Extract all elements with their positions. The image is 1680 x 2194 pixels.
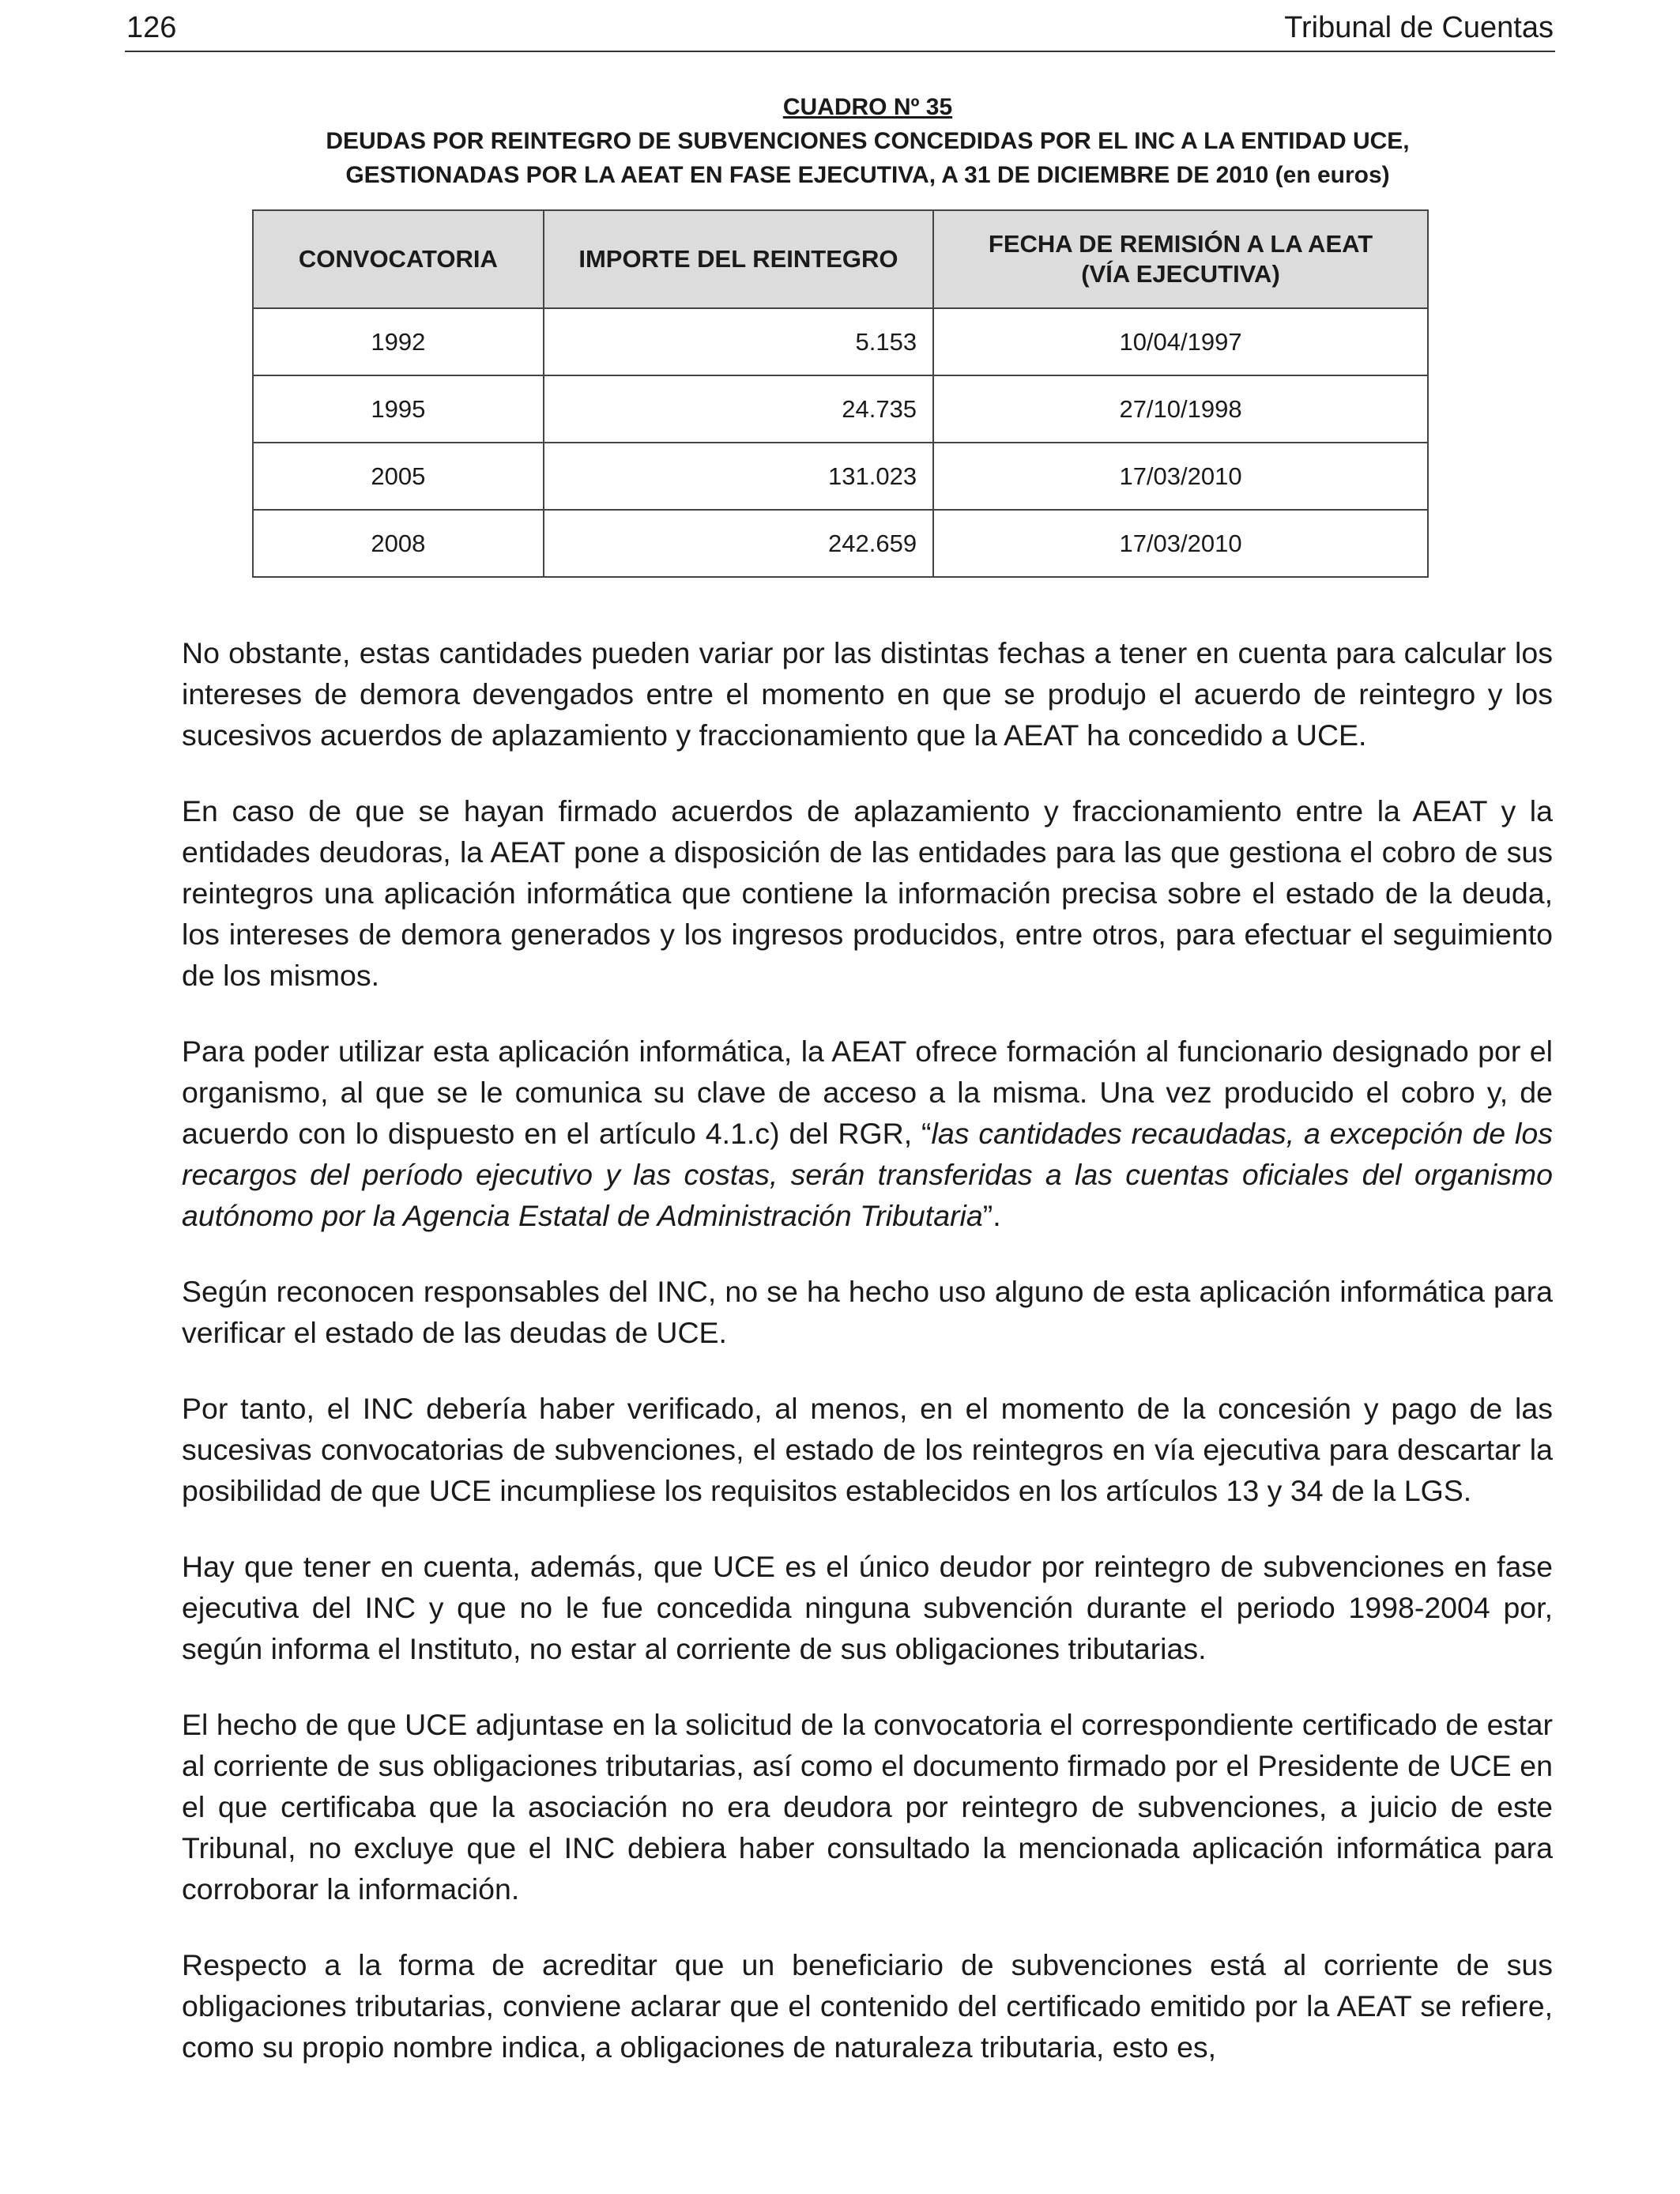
cell-convocatoria: 2008 bbox=[253, 510, 544, 577]
cell-importe: 131.023 bbox=[544, 443, 933, 510]
cell-fecha: 17/03/2010 bbox=[933, 510, 1428, 577]
cell-importe: 5.153 bbox=[544, 308, 933, 375]
table-row bbox=[253, 308, 1428, 375]
table-caption-line-1: DEUDAS POR REINTEGRO DE SUBVENCIONES CONCEDIDAS POR EL INC A LA ENTIDAD UCE, bbox=[326, 128, 1410, 154]
paragraph-1: No obstante, estas cantidades pueden variar por las distintas fechas a tener en cuenta para calcular los intereses de demora devengados entre el momento en que se produjo el acuerdo de reintegro y los sucesivos acuerdos de aplazamiento y fraccionamiento que la AEAT ha concedido a UCE. bbox=[182, 636, 1553, 752]
table-row bbox=[253, 443, 1428, 510]
paragraph-6: Hay que tener en cuenta, además, que UCE es el único deudor por reintegro de subvenciones en fase ejecutiva del INC y que no le fue concedida ninguna subvención durante el periodo 1998-2004 por, según informa el Instituto, no estar al corriente de sus obligaciones tributarias. bbox=[182, 1550, 1553, 1665]
body-text bbox=[182, 632, 1553, 2068]
header-fecha bbox=[933, 210, 1428, 308]
paragraph-3-intro: Para poder utilizar esta aplicación informática, la AEAT ofrece formación al funcionario designado por el organismo, al que se le comunica su clave de acceso a la misma. Una vez producido el cobro y, de acuerdo con lo dispuesto en el artículo 4.1.c) del RGR, “ bbox=[182, 1035, 1553, 1150]
page-header bbox=[125, 8, 1555, 52]
paragraph-2: En caso de que se hayan firmado acuerdos de aplazamiento y fraccionamiento entre la AEAT y la entidades deudoras, la AEAT pone a disposición de las entidades para las que gestiona el cobro de sus reintegros una aplicación informática que contiene la información precisa sobre el estado de la deuda, los intereses de demora generados y los ingresos producidos, entre otros, para efectuar el seguimiento de los mismos. bbox=[182, 794, 1553, 992]
cell-importe: 242.659 bbox=[544, 510, 933, 577]
paragraph-3-end: ”. bbox=[982, 1199, 1001, 1232]
header-fecha-line-1: FECHA DE REMISIÓN A LA AEAT bbox=[988, 230, 1373, 258]
cell-importe: 24.735 bbox=[544, 375, 933, 443]
cell-fecha: 17/03/2010 bbox=[933, 443, 1428, 510]
paragraph-3 bbox=[182, 1031, 1553, 1236]
table-row bbox=[253, 510, 1428, 577]
paragraph-4: Según reconocen responsables del INC, no se ha hecho uso alguno de esta aplicación informática para verificar el estado de las deudas de UCE. bbox=[182, 1275, 1553, 1349]
debts-table bbox=[252, 209, 1429, 578]
cell-convocatoria: 2005 bbox=[253, 443, 544, 510]
header-importe: IMPORTE DEL REINTEGRO bbox=[544, 210, 933, 308]
paragraph-8: Respecto a la forma de acreditar que un beneficiario de subvenciones está al corriente de sus obligaciones tributarias, conviene aclarar que el contenido del certificado emitido por la AEAT se refiere, como su propio nombre indica, a obligaciones de naturaleza tributaria, esto es, bbox=[182, 1948, 1553, 2064]
table-caption bbox=[125, 90, 1610, 192]
cell-convocatoria: 1992 bbox=[253, 308, 544, 375]
cell-fecha: 27/10/1998 bbox=[933, 375, 1428, 443]
legal-quote: las cantidades recaudadas, a excepción de los recargos del período ejecutivo y las costas, serán transferidas a las cuentas oficiales del organismo autónomo por la Agencia Estatal de Administración Tributaria bbox=[182, 1117, 1553, 1232]
paragraph-5: Por tanto, el INC debería haber verificado, al menos, en el momento de la concesión y pago de las sucesivas convocatorias de subvenciones, el estado de los reintegros en vía ejecutiva para descartar la posibilidad de que UCE incumpliese los requisitos establecidos en los artículos 13 y 34 de la LGS. bbox=[182, 1392, 1553, 1507]
page-number: 126 bbox=[126, 11, 177, 44]
paragraph-7: El hecho de que UCE adjuntase en la solicitud de la convocatoria el correspondiente certificado de estar al corriente de sus obligaciones tributarias, así como el documento firmado por el Presidente de UCE en el que certificaba que la asociación no era deudora por reintegro de subvenciones, a juicio de este Tribunal, no excluye que el INC debiera haber consultado la mencionada aplicación informática para corroborar la información. bbox=[182, 1708, 1553, 1906]
table-caption-line-2: GESTIONADAS POR LA AEAT EN FASE EJECUTIVA, A 31 DE DICIEMBRE DE 2010 (en euros) bbox=[345, 162, 1390, 188]
header-fecha-line-2: (VÍA EJECUTIVA) bbox=[1081, 260, 1280, 288]
table-caption-number: CUADRO Nº 35 bbox=[782, 94, 953, 120]
table-row bbox=[253, 375, 1428, 443]
table-header-row bbox=[253, 210, 1428, 308]
cell-convocatoria: 1995 bbox=[253, 375, 544, 443]
running-title: Tribunal de Cuentas bbox=[1284, 11, 1554, 44]
header-convocatoria: CONVOCATORIA bbox=[253, 210, 544, 308]
cell-fecha: 10/04/1997 bbox=[933, 308, 1428, 375]
